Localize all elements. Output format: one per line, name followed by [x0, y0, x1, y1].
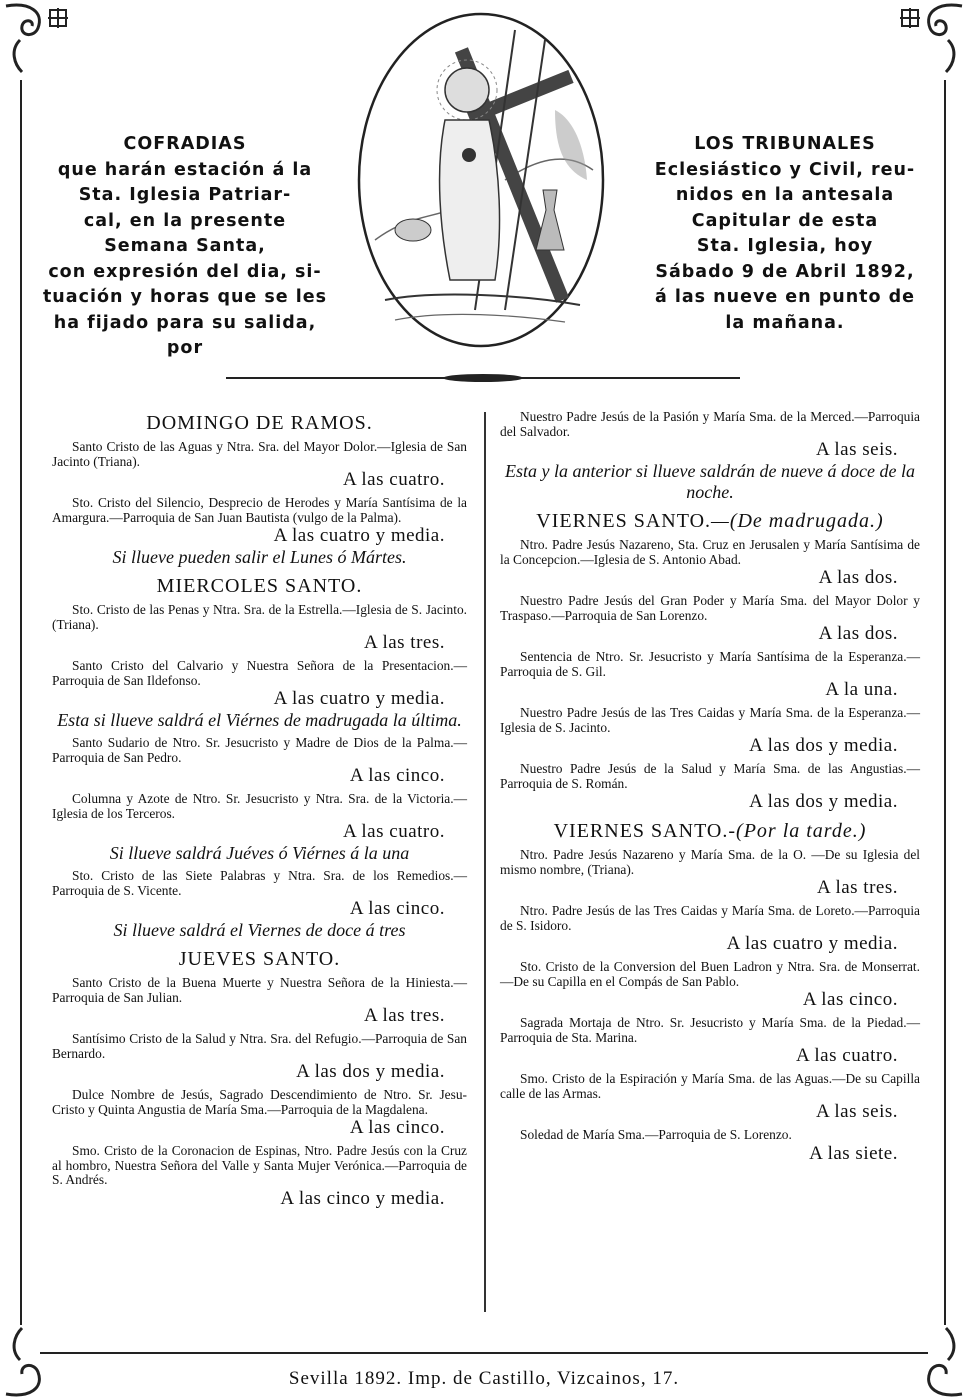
header-line: Capitular de esta	[691, 210, 879, 231]
procession-entry: Soledad de María Sma.—Parroquia de S. Lorenzo.	[520, 1127, 792, 1142]
departure-time: A las tres.	[364, 632, 445, 653]
departure-time: A las dos.	[818, 623, 898, 644]
header-right-tribunales	[630, 132, 940, 336]
procession-entry: Ntro. Padre Jesús Nazareno y María Sma. de la O. —De su Iglesia del mismo nombre, (Triana).	[500, 847, 920, 877]
procession-entry: Columna y Azote de Ntro. Sr. Jesucristo y Ntra. Sra. de la Victoria.—Iglesia de los Terceros.	[52, 791, 467, 821]
departure-time: A las tres.	[364, 1005, 445, 1026]
holy-child-with-cross-icon	[355, 10, 607, 350]
header-left-cofradias	[30, 132, 340, 362]
procession-entry: Nuestro Padre Jesús de las Tres Caidas y María Sma. de la Esperanza.—Iglesia de S. Jacinto.	[500, 705, 920, 735]
procession-entry: Santo Cristo de la Buena Muerte y Nuestra Señora de la Hiniesta.—Parroquia de San Julian.	[52, 975, 467, 1005]
procession-entry: Sagrada Mortaja de Ntro. Sr. Jesucristo y María Sma. de la Piedad.—Parroquia de Sta. Marina.	[500, 1015, 920, 1045]
ornament-corner-top-left-icon	[0, 0, 80, 80]
section-title-text: VIERNES SANTO.	[536, 510, 712, 532]
procession-entry: Sto. Cristo de las Penas y Ntra. Sra. de la Estrella.—Iglesia de S. Jacinto. (Triana).	[52, 602, 467, 632]
rain-note: Esta si llueve saldrá el Viérnes de madrugada la última.	[57, 710, 462, 730]
header-line: cal, en la presente	[83, 210, 287, 231]
procession-entry: Ntro. Padre Jesús de las Tres Caidas y María Sma. de Loreto.—Parroquia de S. Isidoro.	[500, 903, 920, 933]
border-left	[20, 80, 22, 1325]
procession-entry: Santo Cristo de las Aguas y Ntra. Sra. del Mayor Dolor.—Iglesia de San Jacinto (Triana).	[52, 439, 467, 469]
procession-entry: Sentencia de Ntro. Sr. Jesucristo y María Santísima de la Esperanza.—Parroquia de S. Gil.	[500, 649, 920, 679]
header-line: nidos en la antesala	[675, 185, 895, 205]
departure-time: A las siete.	[809, 1142, 898, 1164]
departure-time: A las cinco.	[349, 1117, 445, 1138]
departure-time: A las cuatro y media.	[273, 688, 445, 709]
departure-time: A las cuatro.	[795, 1045, 898, 1066]
departure-time: A las cuatro y media.	[726, 933, 898, 954]
procession-entry: Smo. Cristo de la Espiración y María Sma. de las Aguas.—De su Capilla calle de las Armas.	[500, 1071, 920, 1101]
departure-time: A las tres.	[817, 877, 898, 898]
border-right	[944, 80, 946, 1325]
section-subtitle: —(De madrugada.)	[711, 510, 884, 532]
header-line: Sta. Iglesia, hoy	[696, 236, 874, 256]
departure-time: A las cuatro.	[342, 469, 445, 490]
header-line: Sta. Iglesia Patriar-	[78, 185, 292, 205]
section-title-text: MIERCOLES SANTO.	[156, 575, 363, 597]
header-line: la mañana.	[725, 312, 845, 333]
column-left	[52, 405, 467, 1210]
footer-rule	[40, 1352, 928, 1354]
procession-entry: Santo Sudario de Ntro. Sr. Jesucristo y Madre de Dios de la Palma.—Parroquia de San Pedro.	[52, 735, 467, 765]
section-title	[500, 509, 920, 533]
section-title	[500, 819, 920, 843]
procession-entry: Ntro. Padre Jesús Nazareno, Sta. Cruz en Jerusalen y María Santísima de la Concepcion.—Iglesia de S. Antonio Abad.	[500, 537, 920, 567]
header-line: Sábado 9 de Abril 1892,	[655, 261, 915, 282]
procession-entry: Dulce Nombre de Jesús, Sagrado Descendimiento de Ntro. Sr. Jesu-Cristo y Quinta Angustia de María Sma.—Parroquia de la Magdalena.	[52, 1087, 467, 1117]
procession-entry: Smo. Cristo de la Coronacion de Espinas, Ntro. Padre Jesús con la Cruz al hombro, Nuestra Señora del Valle y Santa Mujer Verónica.—Parroquia de S. Andrés.	[52, 1143, 467, 1187]
departure-time: A las dos y media.	[749, 735, 898, 756]
section-subtitle: -(Por la tarde.)	[728, 820, 867, 842]
departure-time: A las cinco.	[802, 989, 898, 1010]
header-line: Eclesiástico y Civil, reu-	[654, 159, 916, 180]
procession-entry: Sto. Cristo del Silencio, Desprecio de Herodes y María Santísima de la Amargura.—Parroquia de San Juan Bautista (vulgo de la Palma).	[52, 495, 467, 525]
header-line: por	[166, 338, 204, 358]
header-line: Semana Santa,	[104, 236, 266, 256]
departure-time: A las cuatro y media.	[273, 525, 445, 546]
header-line: COFRADIAS	[123, 134, 247, 154]
column-right	[500, 405, 920, 1165]
procession-entry: Santísimo Cristo de la Salud y Ntra. Sra. del Refugio.—Parroquia de San Bernardo.	[52, 1031, 467, 1061]
departure-time: A las seis.	[815, 1101, 898, 1122]
imprint-footer: Sevilla 1892. Imp. de Castillo, Vizcainos, 17.	[288, 1368, 680, 1389]
decorative-rule-icon	[226, 370, 740, 386]
section-title	[52, 411, 467, 435]
departure-time: A las cinco.	[349, 765, 445, 786]
section-title-text: DOMINGO DE RAMOS.	[146, 412, 373, 434]
rain-note: Si llueve saldrá el Viernes de doce á tres	[113, 920, 406, 940]
departure-time: A las dos y media.	[749, 791, 898, 812]
procession-entry: Sto. Cristo de la Conversion del Buen Ladron y Ntra. Sra. de Monserrat.—De su Capilla en el Compás de San Pablo.	[500, 959, 920, 989]
procession-entry: Nuestro Padre Jesús del Gran Poder y María Sma. del Mayor Dolor y Traspaso.—Parroquia de San Lorenzo.	[500, 593, 920, 623]
header-line: con expresión del dia, si-	[48, 261, 322, 282]
ornament-corner-top-right-icon	[888, 0, 968, 80]
procession-entry: Nuestro Padre Jesús de la Pasión y María Sma. de la Merced.—Parroquia del Salvador.	[500, 409, 920, 439]
procession-entry: Nuestro Padre Jesús de la Salud y María Sma. de las Angustias.—Parroquia de S. Román.	[500, 761, 920, 791]
departure-time: A las dos y media.	[296, 1061, 445, 1082]
header-line: ha fijado para su salida,	[53, 312, 317, 333]
rain-note: Si llueve saldrá Juéves ó Viérnes á la una	[109, 843, 410, 863]
departure-time: A las cinco y media.	[280, 1187, 445, 1209]
column-divider	[484, 412, 486, 1312]
section-title	[52, 947, 467, 971]
section-title-text: VIERNES SANTO.	[553, 820, 729, 842]
header-line: que harán estación á la	[57, 159, 313, 180]
header-line: á las nueve en punto de	[654, 287, 916, 307]
header-line: tuación y horas que se les	[42, 287, 328, 307]
header-line: LOS TRIBUNALES	[694, 134, 876, 154]
section-title	[52, 574, 467, 598]
rain-note: Esta y la anterior si llueve saldrán de nueve á doce de la noche.	[505, 461, 915, 502]
procession-entry: Santo Cristo del Calvario y Nuestra Señora de la Presentacion.—Parroquia de San Ildefonso.	[52, 658, 467, 688]
departure-time: A las dos.	[818, 567, 898, 588]
rain-note: Si llueve pueden salir el Lunes ó Mártes.	[112, 547, 407, 567]
departure-time: A las cinco.	[349, 898, 445, 919]
departure-time: A la una.	[825, 679, 898, 700]
departure-time: A las cuatro.	[342, 821, 445, 842]
procession-entry: Sto. Cristo de las Siete Palabras y Ntra. Sra. de los Remedios.—Parroquia de S. Vicente.	[52, 868, 467, 898]
section-title-text: JUEVES SANTO.	[178, 948, 341, 970]
departure-time: A las seis.	[815, 439, 898, 460]
